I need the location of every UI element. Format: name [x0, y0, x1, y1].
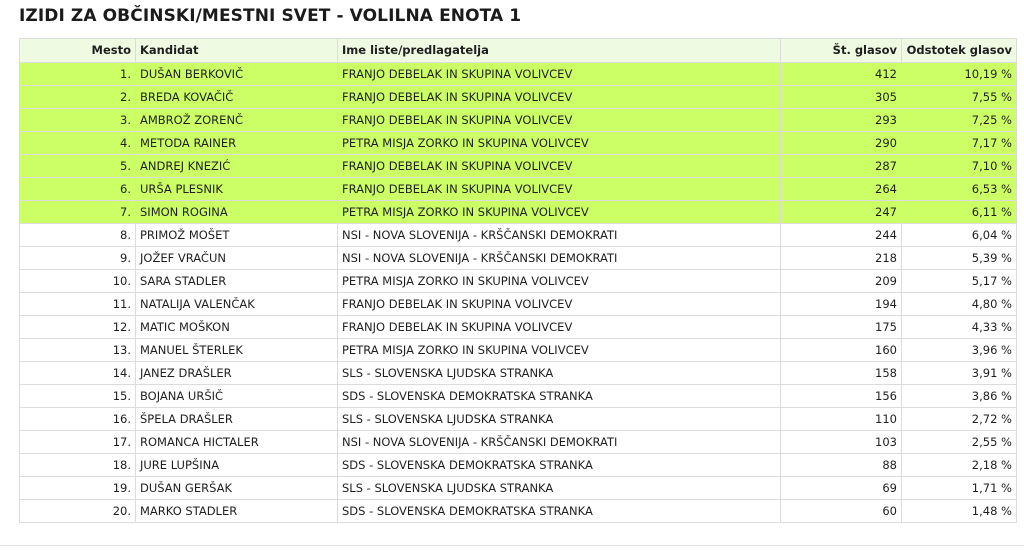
cell-glasovi: 218: [781, 247, 902, 270]
cell-mesto: 3.: [20, 109, 136, 132]
table-row: [20, 316, 1017, 339]
header-kandidat: Kandidat: [136, 39, 338, 63]
header-lista: Ime liste/predlagatelja: [338, 39, 781, 63]
cell-odstotek: 3,96 %: [902, 339, 1017, 362]
page-title: IZIDI ZA OBČINSKI/MESTNI SVET - VOLILNA ENOTA 1: [19, 6, 522, 26]
table-row: [20, 362, 1017, 385]
cell-kandidat: MANUEL ŠTERLEK: [136, 339, 338, 362]
table-row: [20, 500, 1017, 523]
cell-mesto: 10.: [20, 270, 136, 293]
cell-mesto: 9.: [20, 247, 136, 270]
cell-lista: SDS - SLOVENSKA DEMOKRATSKA STRANKA: [338, 385, 781, 408]
cell-kandidat: DUŠAN GERŠAK: [136, 477, 338, 500]
cell-glasovi: 69: [781, 477, 902, 500]
cell-mesto: 14.: [20, 362, 136, 385]
table-row: [20, 86, 1017, 109]
cell-lista: NSI - NOVA SLOVENIJA - KRŠČANSKI DEMOKRATI: [338, 431, 781, 454]
cell-glasovi: 264: [781, 178, 902, 201]
header-odstotek: Odstotek glasov: [902, 39, 1017, 63]
cell-kandidat: MATIC MOŠKON: [136, 316, 338, 339]
table-row: [20, 109, 1017, 132]
cell-odstotek: 2,55 %: [902, 431, 1017, 454]
results-table: [19, 38, 1017, 523]
cell-lista: SDS - SLOVENSKA DEMOKRATSKA STRANKA: [338, 500, 781, 523]
table-row: [20, 63, 1017, 86]
table-row: [20, 247, 1017, 270]
cell-lista: SLS - SLOVENSKA LJUDSKA STRANKA: [338, 477, 781, 500]
cell-lista: SLS - SLOVENSKA LJUDSKA STRANKA: [338, 408, 781, 431]
cell-kandidat: ROMANCA HICTALER: [136, 431, 338, 454]
cell-odstotek: 4,33 %: [902, 316, 1017, 339]
cell-mesto: 13.: [20, 339, 136, 362]
table-row: [20, 431, 1017, 454]
cell-odstotek: 7,10 %: [902, 155, 1017, 178]
cell-glasovi: 244: [781, 224, 902, 247]
cell-kandidat: ANDREJ KNEZIĆ: [136, 155, 338, 178]
cell-mesto: 20.: [20, 500, 136, 523]
cell-odstotek: 5,39 %: [902, 247, 1017, 270]
cell-glasovi: 156: [781, 385, 902, 408]
cell-glasovi: 287: [781, 155, 902, 178]
cell-glasovi: 175: [781, 316, 902, 339]
table-row: [20, 477, 1017, 500]
cell-kandidat: NATALIJA VALENČAK: [136, 293, 338, 316]
table-header-row: [20, 39, 1017, 63]
cell-lista: FRANJO DEBELAK IN SKUPINA VOLIVCEV: [338, 86, 781, 109]
table-row: [20, 224, 1017, 247]
cell-mesto: 8.: [20, 224, 136, 247]
cell-odstotek: 4,80 %: [902, 293, 1017, 316]
cell-lista: FRANJO DEBELAK IN SKUPINA VOLIVCEV: [338, 178, 781, 201]
cell-lista: FRANJO DEBELAK IN SKUPINA VOLIVCEV: [338, 293, 781, 316]
cell-odstotek: 6,04 %: [902, 224, 1017, 247]
cell-kandidat: DUŠAN BERKOVIČ: [136, 63, 338, 86]
cell-kandidat: PRIMOŽ MOŠET: [136, 224, 338, 247]
cell-odstotek: 6,53 %: [902, 178, 1017, 201]
cell-mesto: 19.: [20, 477, 136, 500]
cell-mesto: 11.: [20, 293, 136, 316]
cell-lista: FRANJO DEBELAK IN SKUPINA VOLIVCEV: [338, 63, 781, 86]
cell-odstotek: 7,17 %: [902, 132, 1017, 155]
cell-glasovi: 60: [781, 500, 902, 523]
cell-glasovi: 160: [781, 339, 902, 362]
cell-lista: FRANJO DEBELAK IN SKUPINA VOLIVCEV: [338, 155, 781, 178]
cell-mesto: 4.: [20, 132, 136, 155]
cell-glasovi: 103: [781, 431, 902, 454]
cell-kandidat: BREDA KOVAČIČ: [136, 86, 338, 109]
cell-kandidat: JANEZ DRAŠLER: [136, 362, 338, 385]
cell-lista: PETRA MISJA ZORKO IN SKUPINA VOLIVCEV: [338, 270, 781, 293]
table-row: [20, 270, 1017, 293]
cell-odstotek: 2,72 %: [902, 408, 1017, 431]
header-mesto: Mesto: [20, 39, 136, 63]
cell-lista: SDS - SLOVENSKA DEMOKRATSKA STRANKA: [338, 454, 781, 477]
cell-kandidat: MARKO STADLER: [136, 500, 338, 523]
table-row: [20, 155, 1017, 178]
cell-odstotek: 1,48 %: [902, 500, 1017, 523]
cell-lista: FRANJO DEBELAK IN SKUPINA VOLIVCEV: [338, 316, 781, 339]
cell-glasovi: 158: [781, 362, 902, 385]
cell-odstotek: 10,19 %: [902, 63, 1017, 86]
cell-mesto: 5.: [20, 155, 136, 178]
cell-mesto: 7.: [20, 201, 136, 224]
table-row: [20, 132, 1017, 155]
cell-glasovi: 293: [781, 109, 902, 132]
cell-glasovi: 247: [781, 201, 902, 224]
cell-kandidat: ŠPELA DRAŠLER: [136, 408, 338, 431]
table-row: [20, 385, 1017, 408]
cell-mesto: 18.: [20, 454, 136, 477]
cell-kandidat: URŠA PLESNIK: [136, 178, 338, 201]
table-row: [20, 201, 1017, 224]
cell-mesto: 2.: [20, 86, 136, 109]
cell-mesto: 1.: [20, 63, 136, 86]
cell-lista: SLS - SLOVENSKA LJUDSKA STRANKA: [338, 362, 781, 385]
cell-mesto: 6.: [20, 178, 136, 201]
cell-odstotek: 2,18 %: [902, 454, 1017, 477]
table-row: [20, 178, 1017, 201]
cell-lista: PETRA MISJA ZORKO IN SKUPINA VOLIVCEV: [338, 201, 781, 224]
cell-kandidat: BOJANA URŠIČ: [136, 385, 338, 408]
results-body: [20, 63, 1017, 523]
cell-glasovi: 194: [781, 293, 902, 316]
cell-mesto: 17.: [20, 431, 136, 454]
cell-glasovi: 88: [781, 454, 902, 477]
cell-kandidat: JOŽEF VRAČUN: [136, 247, 338, 270]
cell-lista: PETRA MISJA ZORKO IN SKUPINA VOLIVCEV: [338, 132, 781, 155]
table-row: [20, 293, 1017, 316]
cell-kandidat: METODA RAINER: [136, 132, 338, 155]
cell-mesto: 15.: [20, 385, 136, 408]
table-row: [20, 339, 1017, 362]
cell-odstotek: 1,71 %: [902, 477, 1017, 500]
cell-odstotek: 7,55 %: [902, 86, 1017, 109]
cell-glasovi: 290: [781, 132, 902, 155]
cell-lista: NSI - NOVA SLOVENIJA - KRŠČANSKI DEMOKRATI: [338, 224, 781, 247]
cell-mesto: 12.: [20, 316, 136, 339]
cell-odstotek: 7,25 %: [902, 109, 1017, 132]
cell-odstotek: 6,11 %: [902, 201, 1017, 224]
cell-glasovi: 209: [781, 270, 902, 293]
cell-odstotek: 3,86 %: [902, 385, 1017, 408]
cell-glasovi: 110: [781, 408, 902, 431]
cell-kandidat: SARA STADLER: [136, 270, 338, 293]
cell-lista: NSI - NOVA SLOVENIJA - KRŠČANSKI DEMOKRATI: [338, 247, 781, 270]
cell-lista: FRANJO DEBELAK IN SKUPINA VOLIVCEV: [338, 109, 781, 132]
cell-mesto: 16.: [20, 408, 136, 431]
table-row: [20, 408, 1017, 431]
cell-lista: PETRA MISJA ZORKO IN SKUPINA VOLIVCEV: [338, 339, 781, 362]
cell-odstotek: 3,91 %: [902, 362, 1017, 385]
cell-kandidat: AMBROŽ ZORENČ: [136, 109, 338, 132]
header-glasovi: Št. glasov: [781, 39, 902, 63]
cell-glasovi: 412: [781, 63, 902, 86]
table-row: [20, 454, 1017, 477]
cell-kandidat: SIMON ROGINA: [136, 201, 338, 224]
cell-glasovi: 305: [781, 86, 902, 109]
cell-kandidat: JURE LUPŠINA: [136, 454, 338, 477]
bottom-divider: [0, 545, 1024, 546]
cell-odstotek: 5,17 %: [902, 270, 1017, 293]
